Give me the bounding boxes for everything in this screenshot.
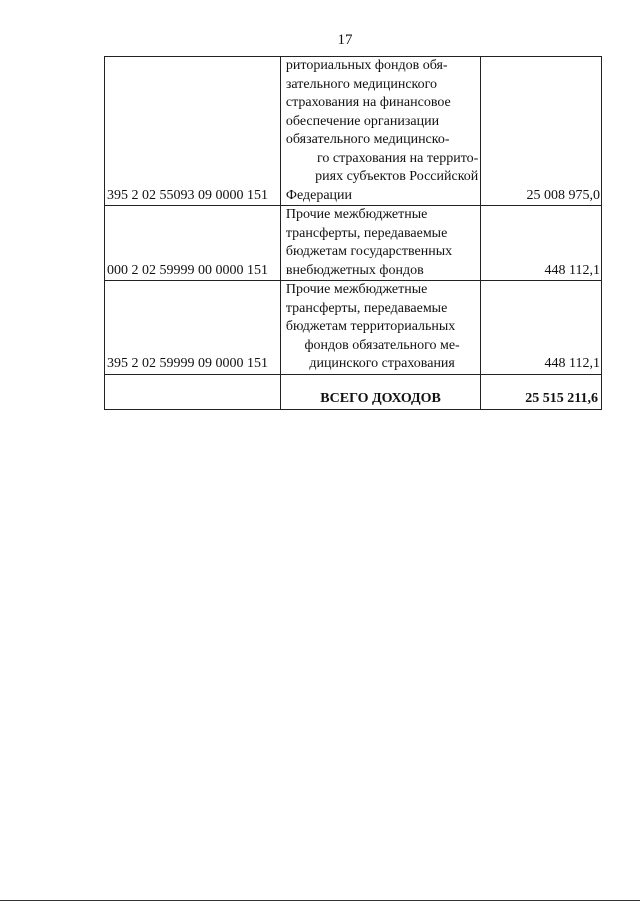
total-label: ВСЕГО ДОХОДОВ — [280, 374, 480, 409]
revenue-name — [280, 206, 480, 281]
footer-divider — [0, 900, 640, 901]
budget-code: 000 2 02 59999 00 0000 151 — [105, 206, 281, 281]
revenue-name-line: бюджетам государственных — [285, 244, 453, 259]
revenue-table — [104, 56, 602, 410]
revenue-name-line: трансферты, передаваемые — [285, 300, 448, 316]
revenue-name-line: Прочие межбюджетные — [285, 282, 428, 297]
page-number: 17 — [337, 32, 353, 48]
revenue-name-line: дицинского страхования — [309, 356, 455, 371]
table-row — [105, 57, 602, 206]
total-amount: 25 515 211,6 — [481, 374, 602, 409]
revenue-name — [280, 57, 480, 206]
revenue-name — [280, 281, 480, 375]
table-row — [105, 206, 602, 281]
revenue-name-line: внебюджетных фондов — [285, 262, 424, 278]
revenue-amount: 448 112,1 — [481, 281, 602, 375]
revenue-name-line: страхования на финансовое — [285, 95, 451, 110]
total-code-cell — [105, 374, 281, 409]
budget-code: 395 2 02 55093 09 0000 151 — [105, 57, 281, 206]
revenue-amount: 25 008 975,0 — [481, 57, 602, 206]
revenue-name-line: го страхования на террито- — [317, 150, 479, 166]
revenue-name-line: обязательного медицинско- — [285, 132, 450, 147]
revenue-name-line: риях субъектов Российской — [315, 169, 479, 184]
revenue-name-line: зательного медицинского — [285, 76, 438, 92]
revenue-amount: 448 112,1 — [481, 206, 602, 281]
budget-code: 395 2 02 59999 09 0000 151 — [105, 281, 281, 375]
revenue-name-line: Прочие межбюджетные — [285, 207, 428, 222]
revenue-name-line: фондов обязательного ме- — [304, 337, 460, 353]
revenue-name-line: Федерации — [285, 187, 353, 203]
revenue-name-line: риториальных фондов обя- — [285, 58, 448, 73]
revenue-name-line: обеспечение организации — [285, 113, 440, 129]
revenue-name-line: трансферты, передаваемые — [285, 225, 448, 241]
revenue-name-line: бюджетам территориальных — [285, 319, 456, 334]
total-row — [105, 374, 602, 409]
table-row — [105, 281, 602, 375]
